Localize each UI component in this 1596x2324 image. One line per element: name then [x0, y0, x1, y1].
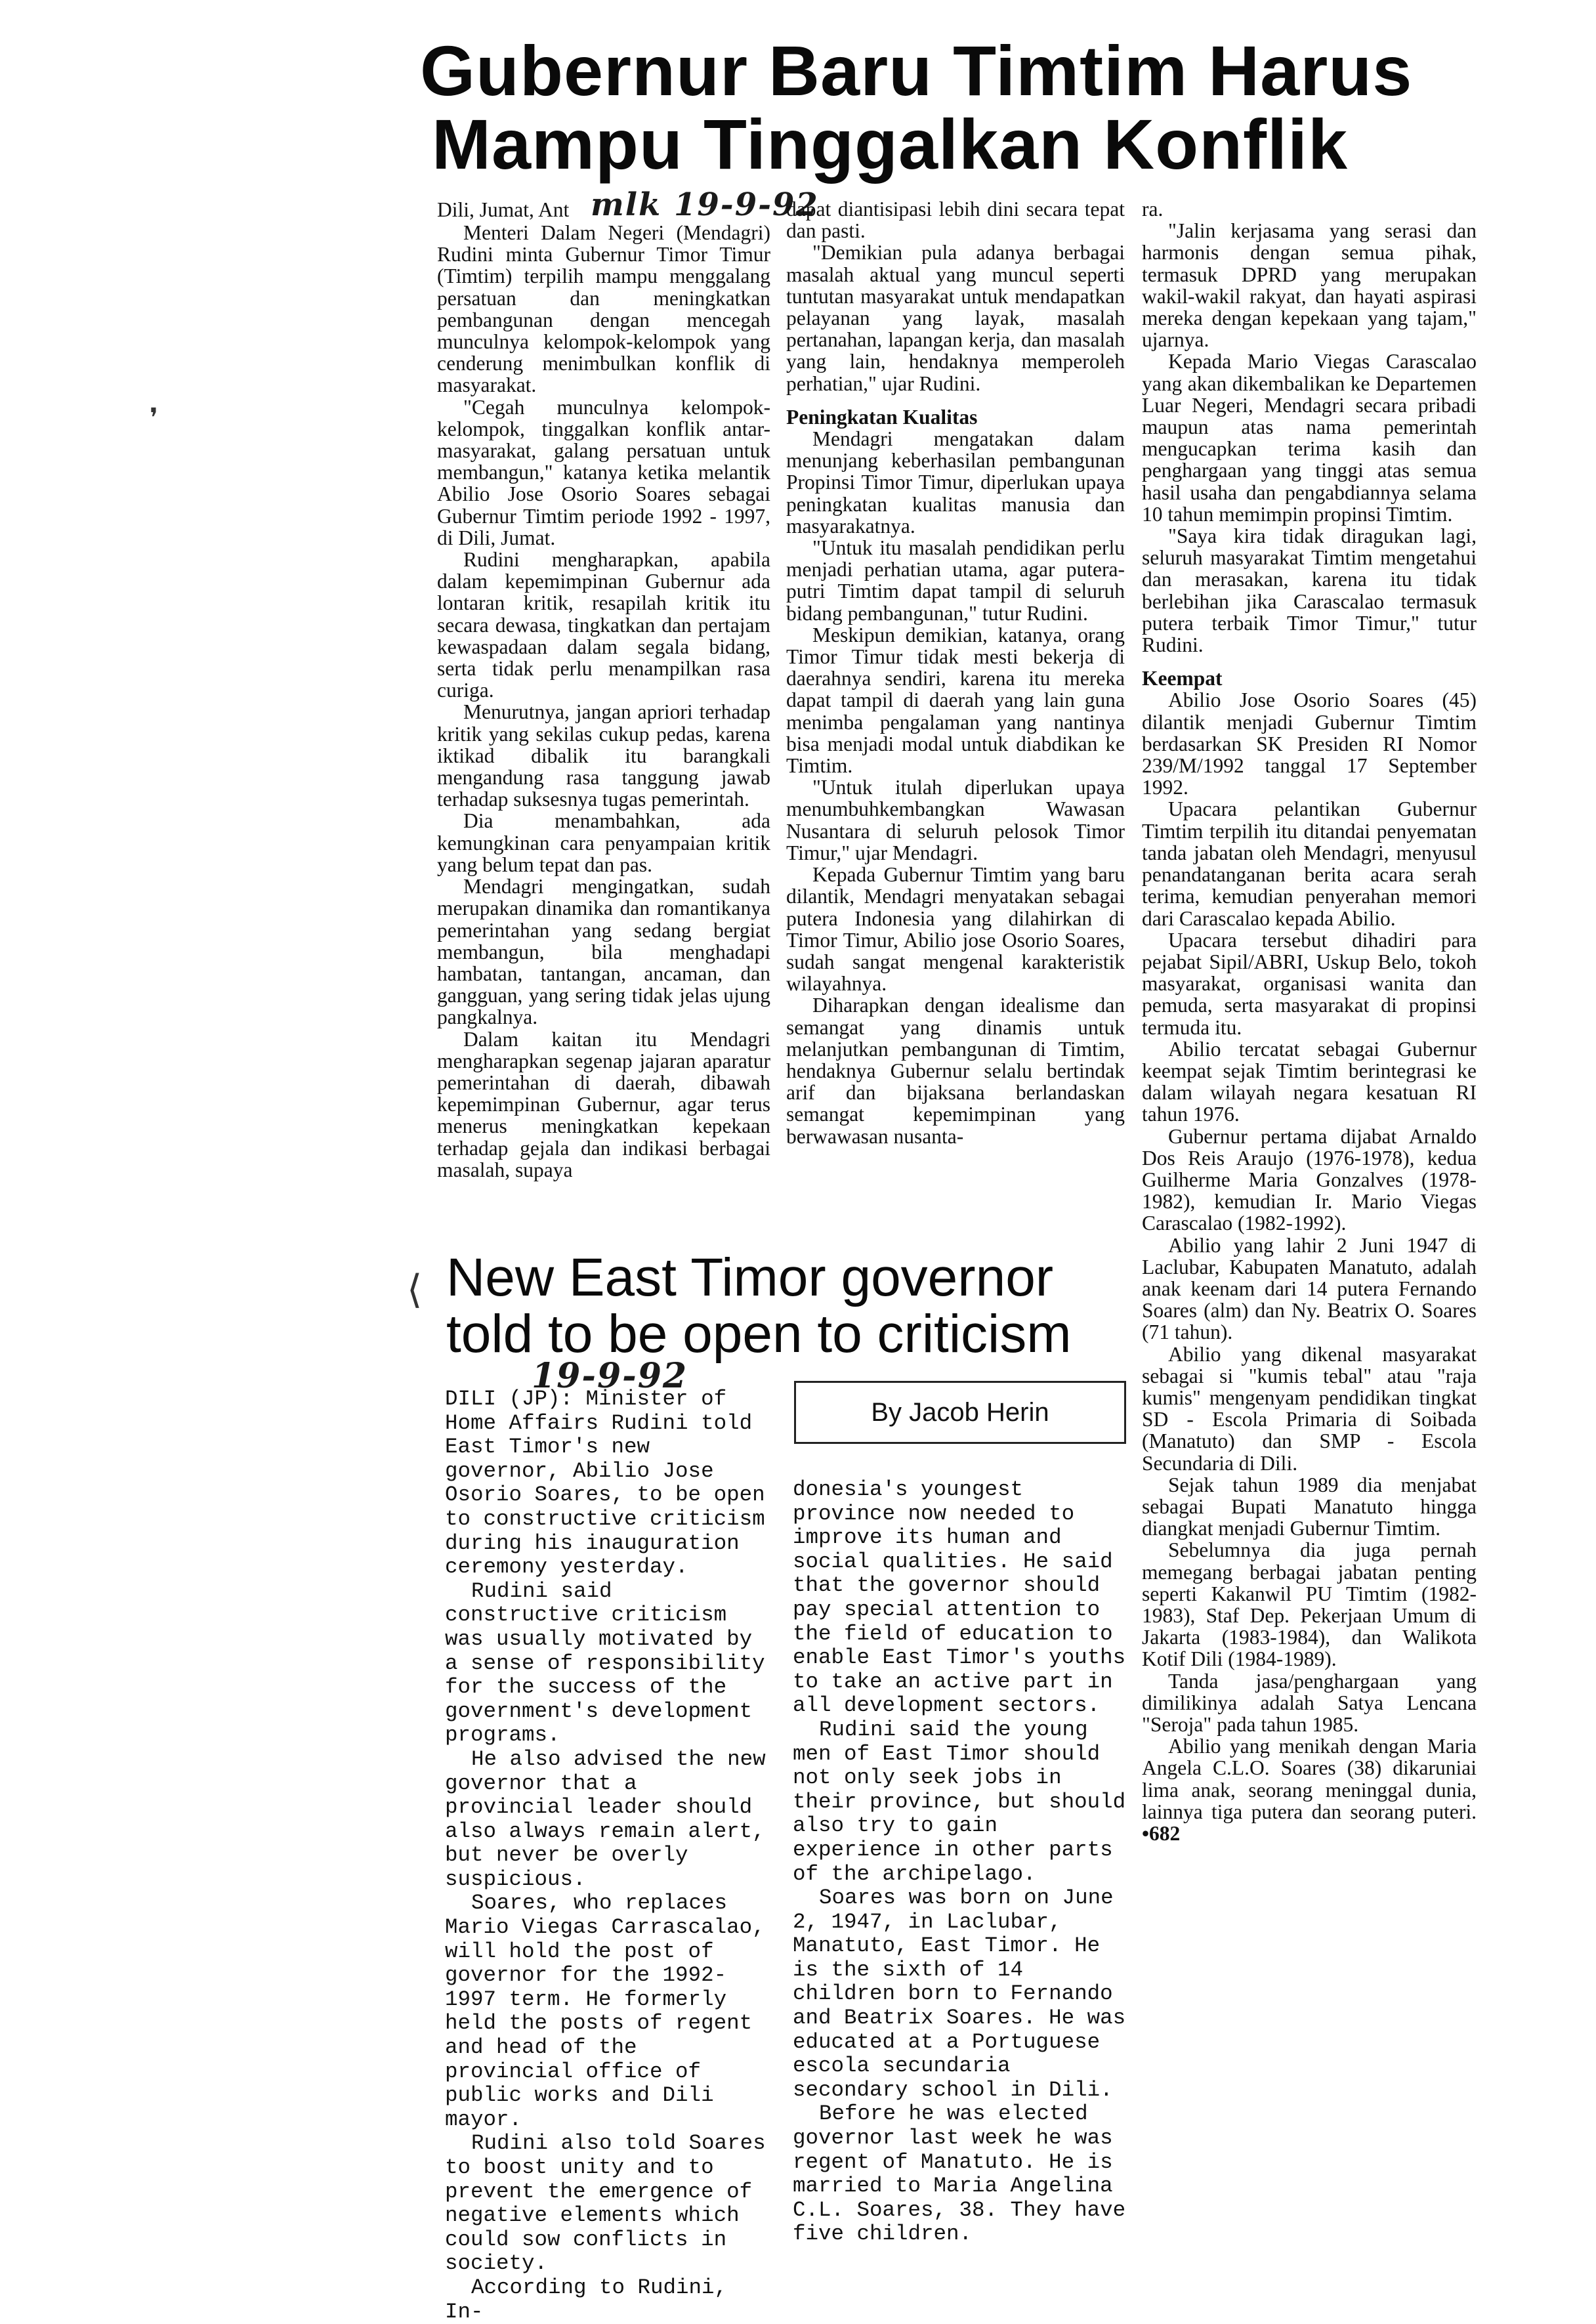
- scan-mark-left: ❜: [150, 403, 158, 433]
- en-col2-para-1: donesia's youngest province now needed to improve its human and social qualities. He said that the governor should pay special attention to the field of education to enable East Timor's youths to take an active part in all development sectors.: [793, 1477, 1126, 1718]
- en-column-2: [793, 1477, 1127, 2247]
- byline: By Jacob Herin: [871, 1397, 1049, 1427]
- byline-box: [794, 1381, 1126, 1444]
- clip-bracket-mark: ⟨: [407, 1267, 423, 1313]
- id-col3-para-4: Abilio tercatat sebagai Gubernur keempat sejak Timtim berintegrasi ke dalam wilayah negara kesatuan RI tahun 1976.: [1142, 1037, 1477, 1126]
- id-col1-para-3: Rudini mengharapkan, apabila dalam kepemimpinan Gubernur ada lontaran kritik, resapilah kritik itu secara dewasa, tingkatkan dan pertajam kewaspadaan dalam segala bidang, serta tidak perlu menampilkan rasa curiga.: [437, 548, 770, 702]
- en-headline-line-2: told to be open to criticism: [446, 1304, 1072, 1364]
- en-col1-para-3: He also advised the new governor that a provincial leader should also always remain alert, but never be overly suspicious.: [445, 1746, 766, 1891]
- id-col3-para-7: Abilio yang dikenal masyarakat sebagai si "kumis tebal" atau "raja kumis" mengenyam pendidikan tingkat SD - Escola Primaria di Soibada (Manatuto) dan SMP - Escola Secundaria di Dili.: [1142, 1342, 1477, 1475]
- id-col2-para-3: Meskipun demikian, katanya, orang Timor Timur tidak mesti bekerja di daerahnya sendiri, karena itu mereka dapat tampil di daerah yang lain guna menimba pengalaman yang nantinya bisa menjadi modal untuk diabdikan ke Timtim.: [786, 623, 1125, 778]
- id-col3-para-2: Upacara pelantikan Gubernur Timtim terpilih itu ditandai penyematan tanda jabatan oleh Mendagri, menyusul penandatanganan berita acara serah terima, kemudian penyerahan memori dari Carascalao kepada Abilio.: [1142, 797, 1477, 930]
- id-col1-para-1: Menteri Dalam Negeri (Mendagri) Rudini minta Gubernur Timor Timur (Timtim) terpilih mampu menggalang persatuan dan meningkatkan pembangunan dengan mencegah munculnya kelompok-kelompok yang cenderung menimbulkan konflik di masyarakat.: [437, 221, 770, 397]
- dateline: Dili, Jumat, Ant: [437, 198, 570, 221]
- id-col2-intro-2: "Demikian pula adanya berbagai masalah aktual yang muncul seperti tuntutan masyarakat untuk mendapatkan pelayanan yang layak, masalah pertanahan, lapangan kerja, dan masalah yang lain, hendaknya memperoleh perhatian," ujar Rudini.: [786, 241, 1125, 395]
- en-col2-para-3: Soares was born on June 2, 1947, in Laclubar, Manatuto, East Timor. He is the sixth of 14 children born to Fernando and Beatrix Soares. He was educated at a Portuguese escola secundaria secondary school in Dili.: [793, 1886, 1126, 2102]
- en-col1-para-5: Rudini also told Soares to boost unity and to prevent the emergence of negative elements which could sow conflicts in society.: [445, 2131, 766, 2276]
- id-col2-para-5: Kepada Gubernur Timtim yang baru dilantik, Mendagri menyatakan sebagai putera Indonesia yang dilahirkan di Timor Timur, Abilio jose Osorio Soares, sudah sangat mengenal karakteristik wilayahnya.: [786, 863, 1125, 996]
- id-col2-para-2: "Untuk itu masalah pendidikan perlu menjadi perhatian utama, agar putera-putri Timtim dapat tampil di seluruh bidang pembangunan," tutur Rudini.: [786, 536, 1125, 625]
- id-col2-intro-1: dapat diantisipasi lebih dini secara tepat dan pasti.: [786, 198, 1125, 243]
- id-col2-para-4: "Untuk itulah diperlukan upaya menumbuhkembangkan Wawasan Nusantara di seluruh pelosok Timor Timur," ujar Mendagri.: [786, 776, 1125, 864]
- id-col3-para-11: [1142, 1735, 1477, 1844]
- id-col3-intro-1: ra.: [1142, 198, 1164, 221]
- handwritten-date-en: 19-9-92: [532, 1356, 688, 1396]
- en-column-1: [445, 1387, 776, 2324]
- id-column-3: [1142, 198, 1477, 1918]
- id-col1-para-2: "Cegah munculnya kelompok-kelompok, tinggalkan konflik antar-masyarakat, galang persatuan untuk membangun," katanya ketika melantik Abilio Jose Osorio Soares sebagai Gubernur Timtim periode 1992 - 1997, di Dili, Jumat.: [437, 395, 770, 549]
- headline-block: [420, 31, 1457, 184]
- id-column-1: [437, 222, 770, 1233]
- id-subhead-peningkatan: Peningkatan Kualitas: [786, 405, 978, 429]
- id-col3-intro-3: Kepada Mario Viegas Carascalao yang akan dikembalikan ke Departemen Luar Negeri, Mendagri secara pribadi maupun atas nama pemerintah mengucapkan terima kasih dan penghargaan yang tinggi atas semua hasil usaha dan pengabdiannya selama 10 tahun memimpin propinsi Timtim.: [1142, 350, 1477, 526]
- id-col3-para-3: Upacara tersebut dihadiri para pejabat Sipil/ABRI, Uskup Belo, tokoh masyarakat, organisasi wanita dan pemuda, serta masyarakat di propinsi termuda itu.: [1142, 928, 1477, 1039]
- id-col3-para-9: Sebelumnya dia juga pernah memegang berbagai jabatan penting seperti Kakanwil PU Timtim (1982-1983), Staf Dep. Pekerjaan Umum di Jakarta (1983-1984), dan Walikota Kotif Dili (1984-1989).: [1142, 1538, 1477, 1671]
- id-col3-para-10: Tanda jasa/penghargaan yang dimilikinya adalah Satya Lencana "Seroja" pada tahun 1985.: [1142, 1669, 1477, 1737]
- id-col3-para-8: Sejak tahun 1989 dia menjabat sebagai Bupati Manatuto hingga diangkat menjadi Gubernur Timtim.: [1142, 1473, 1477, 1540]
- id-col1-para-6: Mendagri mengingatkan, sudah merupakan dinamika dan romantikanya pemerintahan yang sedang bergiat membangun, bila menghadapi hambatan, tantangan, ancaman, dan gangguan, yang sering tidak jelas ujung pangkalnya.: [437, 875, 770, 1029]
- id-column-2: [786, 198, 1125, 1255]
- en-col1-para-1: DILI (JP): Minister of Home Affairs Rudini told East Timor's new governor, Abilio Jose Osorio Soares, to be open to constructive criticism during his inauguration ceremony yesterday.: [445, 1387, 765, 1580]
- id-col1-para-5: Dia menambahkan, ada kemungkinan cara penyampaian kritik yang belum tepat dan pas.: [437, 809, 770, 876]
- en-headline-line-1: New East Timor governor: [446, 1248, 1054, 1307]
- en-col2-para-2: Rudini said the young men of East Timor should not only seek jobs in their province, but should also try to gain experience in other parts of the archipelago.: [793, 1717, 1126, 1886]
- id-col3-para-1: Abilio Jose Osorio Soares (45) dilantik menjadi Gubernur Timtim berdasarkan SK Presiden RI Nomor 239/M/1992 tanggal 17 September 1992.: [1142, 688, 1477, 799]
- id-col3-para-6: Abilio yang lahir 2 Juni 1947 di Laclubar, Kabupaten Manatuto, adalah anak keenam dari 14 putera Fernando Soares (alm) dan Ny. Beatrix O. Soares (71 tahun).: [1142, 1233, 1477, 1344]
- id-col3-intro-4: "Saya kira tidak diragukan lagi, seluruh masyarakat Timtim mengetahui dan merasakan, karena itu tidak berlebihan jika Carascalao termasuk putera terbaik Timor Timur," tutur Rudini.: [1142, 524, 1477, 657]
- id-col3-intro-2: "Jalin kerjasama yang serasi dan harmonis dengan semua pihak, termasuk DPRD yang merupakan wakil-wakil rakyat, dan hayati aspirasi mereka dengan kepekaan yang tajam," ujarnya.: [1142, 219, 1477, 352]
- id-col2-para-6: Diharapkan dengan idealisme dan semangat yang dinamis untuk melanjutkan pembangunan di Timtim, hendaknya Gubernur selalu bertindak arif dan bijaksana berlandaskan semangat kepemimpinan yang berwawasan nusanta-: [786, 994, 1125, 1148]
- en-col2-para-4: Before he was elected governor last week he was regent of Manatuto. He is married to Maria Angelina C.L. Soares, 38. They have five children.: [793, 2102, 1126, 2247]
- id-col3-para-11-text: Abilio yang menikah dengan Maria Angela C.L.O. Soares (38) dikaruniai lima anak, seorang meninggal dunia, lainnya tiga putera dan seorang puteri.: [1142, 1735, 1477, 1823]
- id-col2-para-1: Mendagri mengatakan dalam menunjang keberhasilan pembangunan Propinsi Timor Timur, diperlukan upaya peningkatan kualitas manusia dan masyarakatnya.: [786, 427, 1125, 538]
- id-col1-para-7: Dalam kaitan itu Mendagri mengharapkan segenap jajaran aparatur pemerintahan di daerah, dibawah kepemimpinan Gubernur, agar terus menerus meningkatkan kepekaan terhadap gejala dan indikasi berbagai masalah, supaya: [437, 1027, 770, 1181]
- id-col1-para-4: Menurutnya, jangan apriori terhadap kritik yang sekilas cukup pedas, karena iktikad dibalik itu barangkali mengandung rasa tanggung jawab terhadap suksesnya tugas pemerintah.: [437, 700, 770, 811]
- id-col3-para-5: Gubernur pertama dijabat Arnaldo Dos Reis Araujo (1976-1978), kedua Guilherme Maria Gonzalves (1978-1982), kemudian Ir. Mario Viegas Carascalao (1982-1992).: [1142, 1124, 1477, 1235]
- headline-line-1: Gubernur Baru Timtim Harus: [420, 31, 1413, 110]
- handwritten-date-top: mlk 19-9-92: [591, 186, 819, 223]
- en-col1-para-6: According to Rudini, In-: [445, 2275, 728, 2324]
- en-col1-para-4: Soares, who replaces Mario Viegas Carrascalao, will hold the post of governor for the 1992-1997 term. He formerly held the posts of regent and head of the provincial office of public works and Dili mayor.: [445, 1891, 765, 2132]
- id-subhead-keempat: Keempat: [1142, 667, 1223, 690]
- headline-line-2: Mampu Tinggalkan Konflik: [432, 104, 1349, 184]
- signoff-code: •682: [1142, 1822, 1181, 1846]
- en-col1-para-2: Rudini said constructive criticism was usually motivated by a sense of responsibility for the success of the government's development programs.: [445, 1578, 765, 1748]
